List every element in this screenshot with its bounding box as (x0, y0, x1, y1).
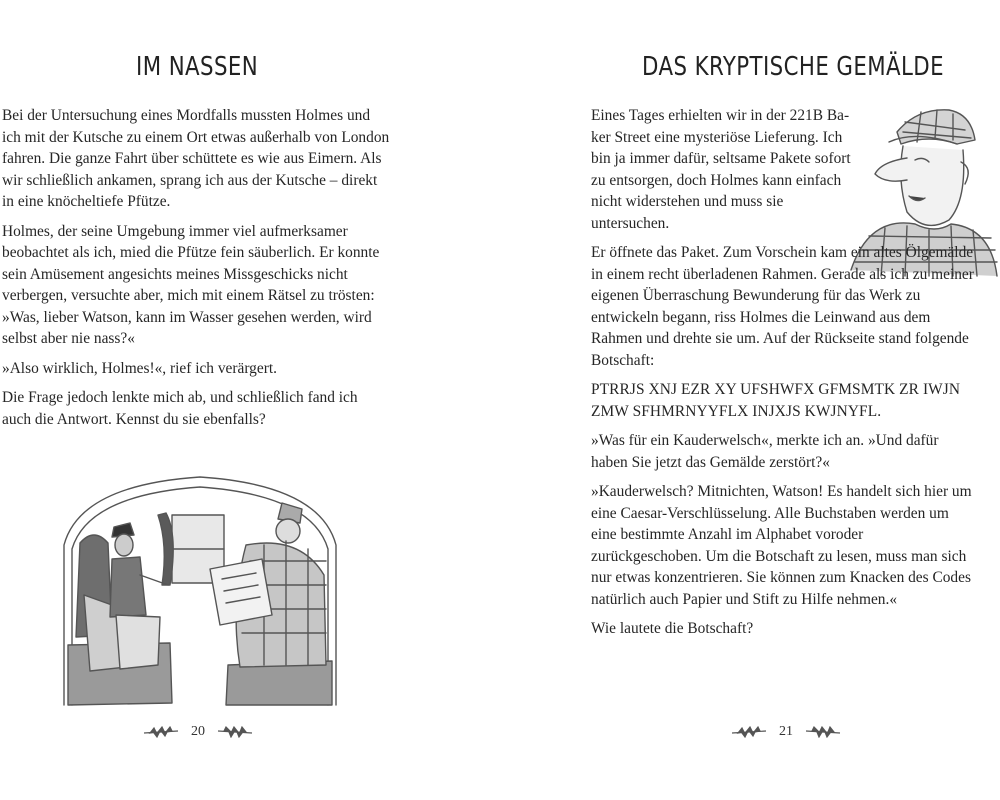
left-page-footer (142, 722, 254, 742)
right-page-title: DAS KRYPTISCHE GEMÄLDE (642, 52, 945, 82)
right-paragraph-2-text: Er öffnete das Paket. Zum Vorschein kam ein altes Ölgemälde in einem recht überladenen Rahmen. Gerade als ich zu meiner eigenen Überraschung Bewunderung für das Werk zu entwickeln begann, riss Holmes die Leinwand aus dem Rahmen und drehte sie um. Auf der Rückseite stand folgende Botschaft: (591, 244, 974, 369)
left-ornament-sprig-icon (730, 726, 768, 738)
right-page (500, 0, 1000, 800)
left-paragraph-2: Holmes, der seine Umgebung immer viel aufmerksamer beobachtet als ich, mied die Pfütze fein säuberlich. Er konnte sein Amüsement angesichts meines Missgeschicks nicht verbergen, versuchte aber, mich mit einem Rätsel zu trösten: »Was, lieber Watson, kann im Wasser gesehen werden, wird selbst aber nie nass?« (2, 222, 380, 347)
right-ornament-sprig-icon (216, 726, 254, 738)
right-paragraph-4: »Kauderwelsch? Mitnichten, Watson! Es handelt sich hier um eine Caesar-Verschlüsselung. Alle Buchstaben werden um eine bestimmte Anzahl im Alphabet voroder zurückgeschoben. Um die Botschaft zu lesen, muss man sich nur etwas konzentrieren. Sie können zum Knacken des Codes natürlich auch Papier und Stift zu Hilfe nehmen.« (591, 483, 972, 608)
right-page-footer (730, 722, 842, 742)
left-paragraph-1: Bei der Untersuchung eines Mordfalls mussten Holmes und ich mit der Kutsche zu einem Ort etwas außerhalb von London fahren. Die ganze Fahrt über schüttete es wie aus Eimern. Als wir schließlich ankamen, sprang ich aus der Kutsche – direkt in eine knöcheltiefe Pfütze. (2, 107, 390, 210)
left-page-title: IM NASSEN (136, 52, 259, 82)
train-compartment-illustration (50, 465, 350, 710)
left-paragraph-4: Die Frage jedoch lenkte mich ab, und schließlich fand ich auch die Antwort. Kennst du sie ebenfalls? (2, 389, 358, 428)
right-paragraph-2 (591, 242, 976, 371)
right-page-body (591, 105, 976, 648)
right-ornament-sprig-icon (804, 726, 842, 738)
left-page-body (2, 105, 390, 438)
left-page-number: 20 (191, 724, 205, 739)
right-paragraph-1: Eines Tages erhielten wir in der 221B Baker Street eine mysteriöse Lieferung. Ich bin ja immer dafür, seltsame Pakete sofort zu entsorgen, doch Holmes kann einfach nicht widerstehen und muss sie untersuchen. (591, 107, 851, 232)
left-ornament-sprig-icon (142, 726, 180, 738)
left-paragraph-3: »Also wirklich, Holmes!«, rief ich verärgert. (2, 359, 277, 377)
right-page-number: 21 (779, 724, 793, 739)
cipher-message: PTRRJS XNJ EZR XY UFSHWFX GFMSMTK ZR IWJN ZMW SFHMRNYYFLX INJXJS KWJNYFL. (591, 381, 961, 420)
right-paragraph-3: »Was für ein Kauderwelsch«, merkte ich an. »Und dafür haben Sie jetzt das Gemälde zerstört?« (591, 432, 939, 471)
right-paragraph-5: Wie lautete die Botschaft? (591, 620, 754, 637)
